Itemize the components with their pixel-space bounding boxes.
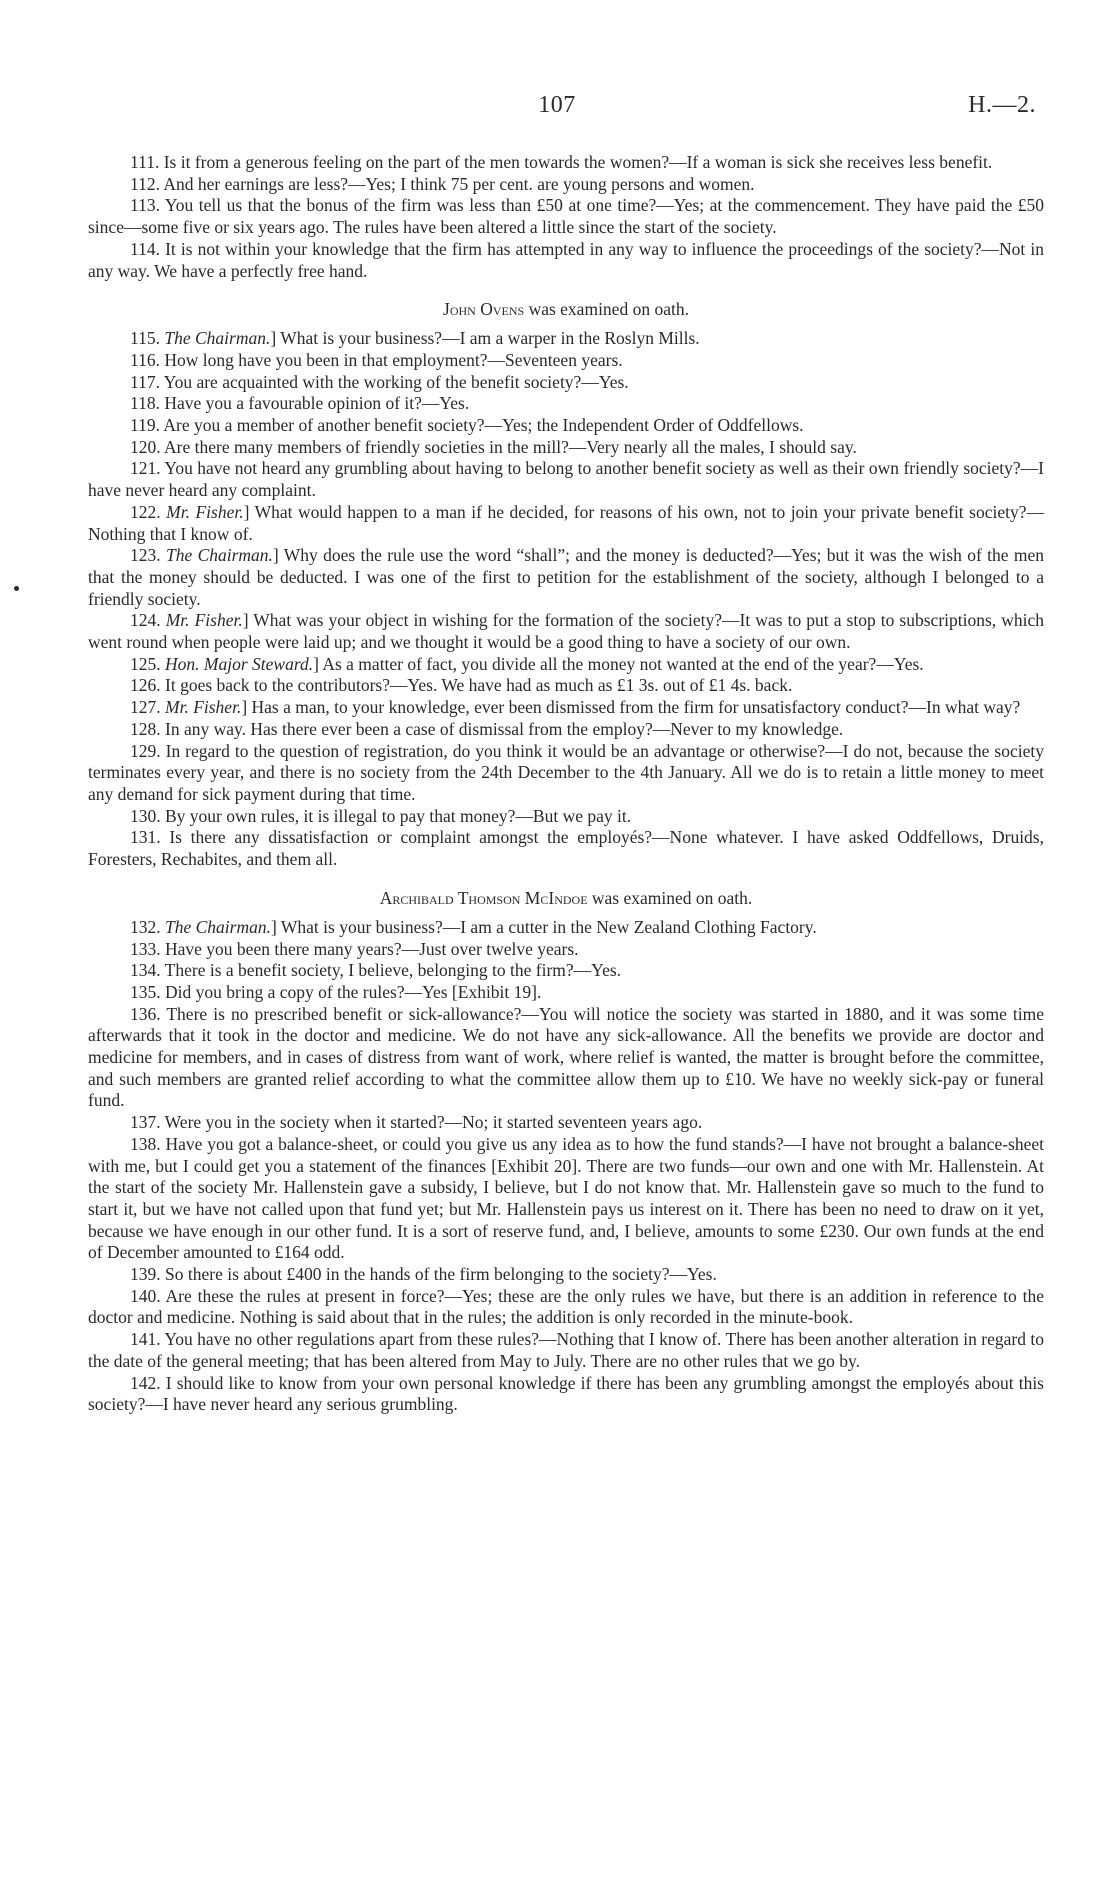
question-126: 126. It goes back to the contributors?—Yes. We have had as much as £1 3s. out of £1 4s. back. (130, 675, 793, 696)
question-141: 141. You have no other regulations apart from these rules?—Nothing that I know of. There has been another alteration in regard to the date of the general meeting; that has been altered from May to July. There are no other rules that we go by. (88, 1329, 1044, 1371)
speaker: Hon. Major Steward. (165, 653, 314, 674)
question-119: 119. Are you a member of another benefit society?—Yes; the Independent Order of Oddfellows. (130, 415, 804, 436)
question-116: 116. How long have you been in that employment?—Seventeen years. (130, 349, 623, 370)
question-120: 120. Are there many members of friendly societies in the mill?—Very nearly all the males, I should say. (130, 436, 857, 457)
speaker: The Chairman. (165, 916, 271, 937)
question-129: 129. In regard to the question of registration, do you think it would be an advantage or otherwise?—I do not, because the society terminates every year, and there is no society from the 24th December to the 4th January. All we do is to retain a little money to meet any demand for sick payment during that time. (88, 740, 1044, 804)
question-114: 114. It is not within your knowledge that the firm has attempted in any way to influence the proceedings of the society?—Not in any way. We have a perfectly free hand. (88, 238, 1044, 281)
witness-heading-mcindoe (88, 887, 1044, 909)
series-code: H.—2. (968, 92, 1036, 118)
question-122: 122. Mr. Fisher.] What would happen to a man if he decided, for reasons of his own, not to join your private benefit society?—Nothing that I know of. (88, 501, 1045, 544)
question-123: 123. The Chairman.] Why does the rule use the word “shall”; and the money is deducted?—Yes; but it was the wish of the men that the money should be deducted. I was one of the first to petition for the establishment of the society, although I belonged to a friendly society. (88, 545, 1044, 609)
question-135: 135. Did you bring a copy of the rules?—Yes [Exhibit 19]. (130, 981, 542, 1002)
margin-mark (14, 586, 19, 591)
question-121: 121. You have not heard any grumbling about having to belong to another benefit society as well as their own friendly society?—I have never heard any complaint. (88, 458, 1044, 501)
speaker: Mr. Fisher. (165, 610, 243, 631)
witness-name: John Ovens (443, 299, 525, 320)
document-body (88, 152, 1044, 1416)
speaker: The Chairman. (165, 545, 273, 566)
question-133: 133. Have you been there many years?—Just over twelve years. (130, 938, 579, 959)
speaker: Mr. Fisher. (165, 697, 242, 718)
question-130: 130. By your own rules, it is illegal to pay that money?—But we pay it. (130, 805, 632, 826)
question-112: 112. And her earnings are less?—Yes; I think 75 per cent. are young persons and women. (130, 173, 755, 194)
question-142: 142. I should like to know from your own personal knowledge if there has been any grumbling amongst the employés about this society?—I have never heard any serious grumbling. (88, 1372, 1044, 1415)
question-111: 111. Is it from a generous feeling on the part of the men towards the women?—If a woman is sick she receives less benefit. (130, 152, 993, 172)
question-139: 139. So there is about £400 in the hands of the firm belonging to the society?—Yes. (130, 1264, 717, 1285)
section-ovens-testimony (88, 328, 1044, 871)
question-131: 131. Is there any dissatisfaction or complaint amongst the employés?—None whatever. I have asked Oddfellows, Druids, Foresters, Rechabites, and them all. (88, 827, 1044, 870)
witness-heading-text: was examined on oath. (587, 887, 753, 908)
page-number: 107 (538, 92, 576, 118)
witness-heading-text: was examined on oath. (524, 299, 689, 320)
question-132: 132. The Chairman.] What is your business?—I am a cutter in the New Zealand Clothing Factory. (130, 916, 817, 937)
witness-name: Archibald Thomson McIndoe (379, 887, 588, 908)
question-138: 138. Have you got a balance-sheet, or could you give us any idea as to how the fund stands?—I have not brought a balance-sheet with me, but I could get you a statement of the finances [Exhibit 20]. There are two funds—our own and one with Mr. Hallenstein. At the start of the society Mr. Hallenstein gave a subsidy, I believe, but I do not know that. Mr. Hallenstein gave so much to the fund to start it, but we have not called upon that fund yet; but Mr. Hallenstein pays us interest on it. There has been no need to draw on it yet, because we have enough in our other fund. It is a sort of reserve fund, and, I believe, amounts to some £230. Our own funds at the end of December amounted to £164 odd. (88, 1133, 1044, 1263)
question-118: 118. Have you a favourable opinion of it?—Yes. (130, 393, 470, 414)
question-124: 124. Mr. Fisher.] What was your object in wishing for the formation of the society?—It was to put a stop to subscriptions, which went round when people were laid up; and we thought it would be a good thing to have a society of our own. (88, 610, 1045, 653)
question-128: 128. In any way. Has there ever been a case of dismissal from the employ?—Never to my knowledge. (130, 718, 844, 739)
speaker: The Chairman. (164, 328, 271, 349)
question-140: 140. Are these the rules at present in force?—Yes; these are the only rules we have, but there is an addition in reference to the doctor and medicine. Nothing is said about that in the rules; the addition is only recorded in the minute-book. (88, 1285, 1044, 1328)
speaker: Mr. Fisher. (166, 501, 244, 522)
witness-heading-ovens (88, 298, 1044, 320)
question-117: 117. You are acquainted with the working of the benefit society?—Yes. (130, 371, 629, 392)
section-previous-witness (88, 152, 1044, 282)
question-115: 115. The Chairman.] What is your business?—I am a warper in the Roslyn Mills. (130, 328, 700, 349)
question-134: 134. There is a benefit society, I believe, belonging to the firm?—Yes. (130, 960, 622, 981)
question-136: 136. There is no prescribed benefit or sick-allowance?—You will notice the society was started in 1880, and it was some time afterwards that it took in the doctor and medicine. We do not have any sick-allowance. All the benefits we provide are doctor and medicine for members, and in cases of distress from want of work, where relief is wanted, the matter is brought before the committee, and such members are granted relief according to what the committee allow them up to £10. We have no weekly sick-pay or funeral fund. (88, 1003, 1044, 1111)
question-127: 127. Mr. Fisher.] Has a man, to your knowledge, ever been dismissed from the firm for unsatisfactory conduct?—In what way? (130, 697, 1021, 718)
question-137: 137. Were you in the society when it started?—No; it started seventeen years ago. (130, 1112, 703, 1133)
question-113: 113. You tell us that the bonus of the firm was less than £50 at one time?—Yes; at the commencement. They have paid the £50 since—some five or six years ago. The rules have been altered a little since the start of the society. (88, 195, 1044, 238)
section-mcindoe-testimony (88, 917, 1044, 1416)
question-125: 125. Hon. Major Steward.] As a matter of fact, you divide all the money not wanted at the end of the year?—Yes. (130, 653, 924, 674)
